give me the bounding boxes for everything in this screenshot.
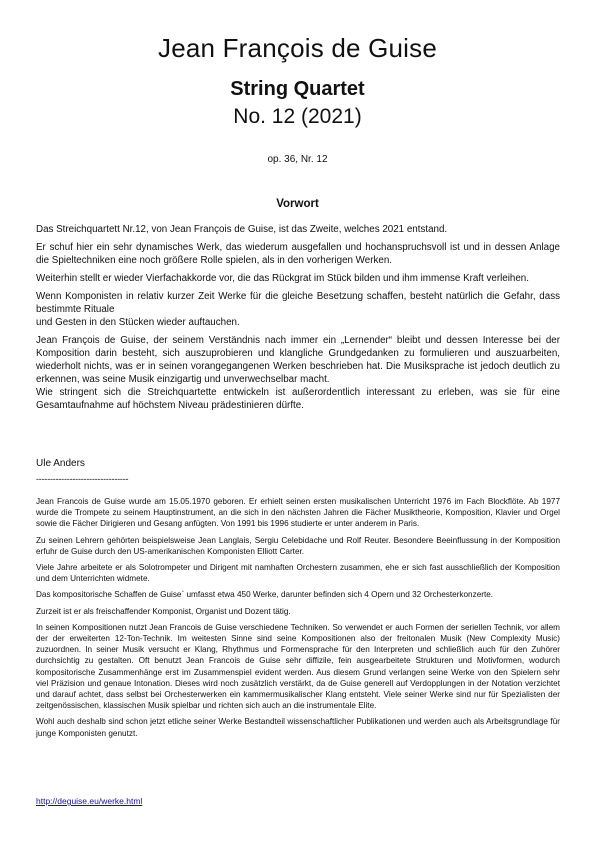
- bio-paragraph: Jean Francois de Guise wurde am 15.05.1970 geboren. Er erhielt seinen ersten musikalischen Unterricht 1976 im Fach Blockflöte. Ab 1977 wurde die Trompete zu seinem Hauptinstrument, an die sich in den nächsten Jahren die Fächer Musiktheorie, Komposition, Klavier und Orgel sowie die Fächer Dirigieren und Gesang anfügten. Von 1991 bis 1996 studierte er unter anderem in Paris.: [36, 497, 560, 529]
- vorwort-paragraph: und Gesten in den Stücken wieder auftauchen.: [36, 317, 240, 328]
- bio-paragraph: Das kompositorische Schaffen de Guise` umfasst etwa 450 Werke, darunter befinden sich 4 Opern und 32 Orchesterkonzerte.: [36, 590, 494, 600]
- bio-paragraph: In seinen Kompositionen nutzt Jean Francois de Guise verschiedene Techniken. So verwendet er auch Formen der seriellen Technik, vor allem der der erweiterten 12-Ton-Technik. Im weitesten Sinne sind seine Kompositionen also der freitonalen Musik (New Complexity Music) zuzuordnen. In seiner Musik versucht er Klang, Rhythmus und Formensprache für den Interpreten und schließlich auch für den Zuhörer durchsichtig zu gestalten. Oft benutzt Jean Francois de Guise sehr diffizile, fein ausgearbeitete Strukturen und Motivformen, wodurch kompositorische Zusammenhänge erst im Zusammenspiel evident werden. Aus diesem Grund verlangen seine Werke von den Spielern sehr viel Präzision und genaue Intonation. Dieses wird noch zusätzlich verstärkt, da de Guise generell auf Verdopplungen in der Notation verzichtet und darauf achtet, dass selbst bei Orchesterwerken ein kammermusikalischer Klang entsteht. Viele seiner Werke sind nur für Spezialisten der zeitgenössischen, klassischen Musik spielbar und richten sich auch an die instrumentale Elite.: [36, 622, 560, 711]
- section-divider: ---------------------------------: [36, 474, 129, 484]
- vorwort-paragraph: Wie stringent sich die Streichquartette entwickeln ist außerordentlich interessant zu erleben, was sie für eine Gesamtaufnahme auf höchstem Niveau prädestinieren dürfte.: [36, 387, 560, 411]
- vorwort-body: [36, 223, 560, 417]
- bio-paragraph: Zurzeit ist er als freischaffender Komponist, Organist und Dozent tätig.: [36, 606, 291, 616]
- works-link[interactable]: http://deguise.eu/werke.html: [36, 796, 143, 806]
- author-name: Ule Anders: [36, 458, 85, 469]
- vorwort-paragraph: Wenn Komponisten in relativ kurzer Zeit Werke für die gleiche Besetzung schaffen, besteht natürlich die Gefahr, dass bestimmte Rituale: [36, 291, 560, 315]
- work-title: String Quartet: [230, 78, 365, 100]
- bio-paragraph: Viele Jahre arbeitete er als Solotrompeter und Dirigent mit namhaften Orchestern zusammen, ehe er sich fast ausschließlich der Komposition und dem Unterrichten widmete.: [36, 563, 560, 584]
- composer-name: Jean François de Guise: [158, 33, 437, 63]
- vorwort-paragraph: Weiterhin stellt er wieder Vierfachakkorde vor, die das Rückgrat im Stück bilden und ihm immense Kraft verleihen.: [36, 273, 529, 284]
- opus-number: op. 36, Nr. 12: [267, 154, 328, 165]
- vorwort-paragraph: Er schuf hier ein sehr dynamisches Werk, das wiederum ausgefallen und hochanspruchsvoll ist und in dessen Anlage die Spieltechniken eine noch größere Rolle spielen, als in den vorherigen Werken.: [36, 242, 560, 266]
- vorwort-heading: Vorwort: [276, 198, 319, 210]
- vorwort-paragraph: Das Streichquartett Nr.12, von Jean François de Guise, ist das Zweite, welches 2021 entstand.: [36, 224, 448, 235]
- work-number: No. 12 (2021): [233, 105, 362, 128]
- vorwort-paragraph: Jean François de Guise, der seinem Verständnis nach immer ein „Lernender“ bleibt und dessen Interesse bei der Komposition darin besteht, sich auszuprobieren und klangliche Grundgedanken zu formulieren und auszuarbeiten, wiederholt nichts, was er in seinen vorangegangenen Werken beschrieben hat. Die Musiksprache ist jedoch deutlich zu erkennen, was seine Musik einzigartig und unverwechselbar macht.: [36, 335, 560, 385]
- bio-paragraph: Zu seinen Lehrern gehörten beispielsweise Jean Langlais, Sergiu Celebidache und Rolf Reuter. Besondere Beeinflussung in der Komposition erfuhr de Guise durch den US-amerikanischen Komponisten Elliott Carter.: [36, 535, 560, 556]
- bio-paragraph: Wohl auch deshalb sind schon jetzt etliche seiner Werke Bestandteil wissenschaftlicher Publikationen und werden auch als Arbeitsgrundlage für junge Komponisten genutzt.: [36, 717, 560, 738]
- biography: [36, 496, 560, 744]
